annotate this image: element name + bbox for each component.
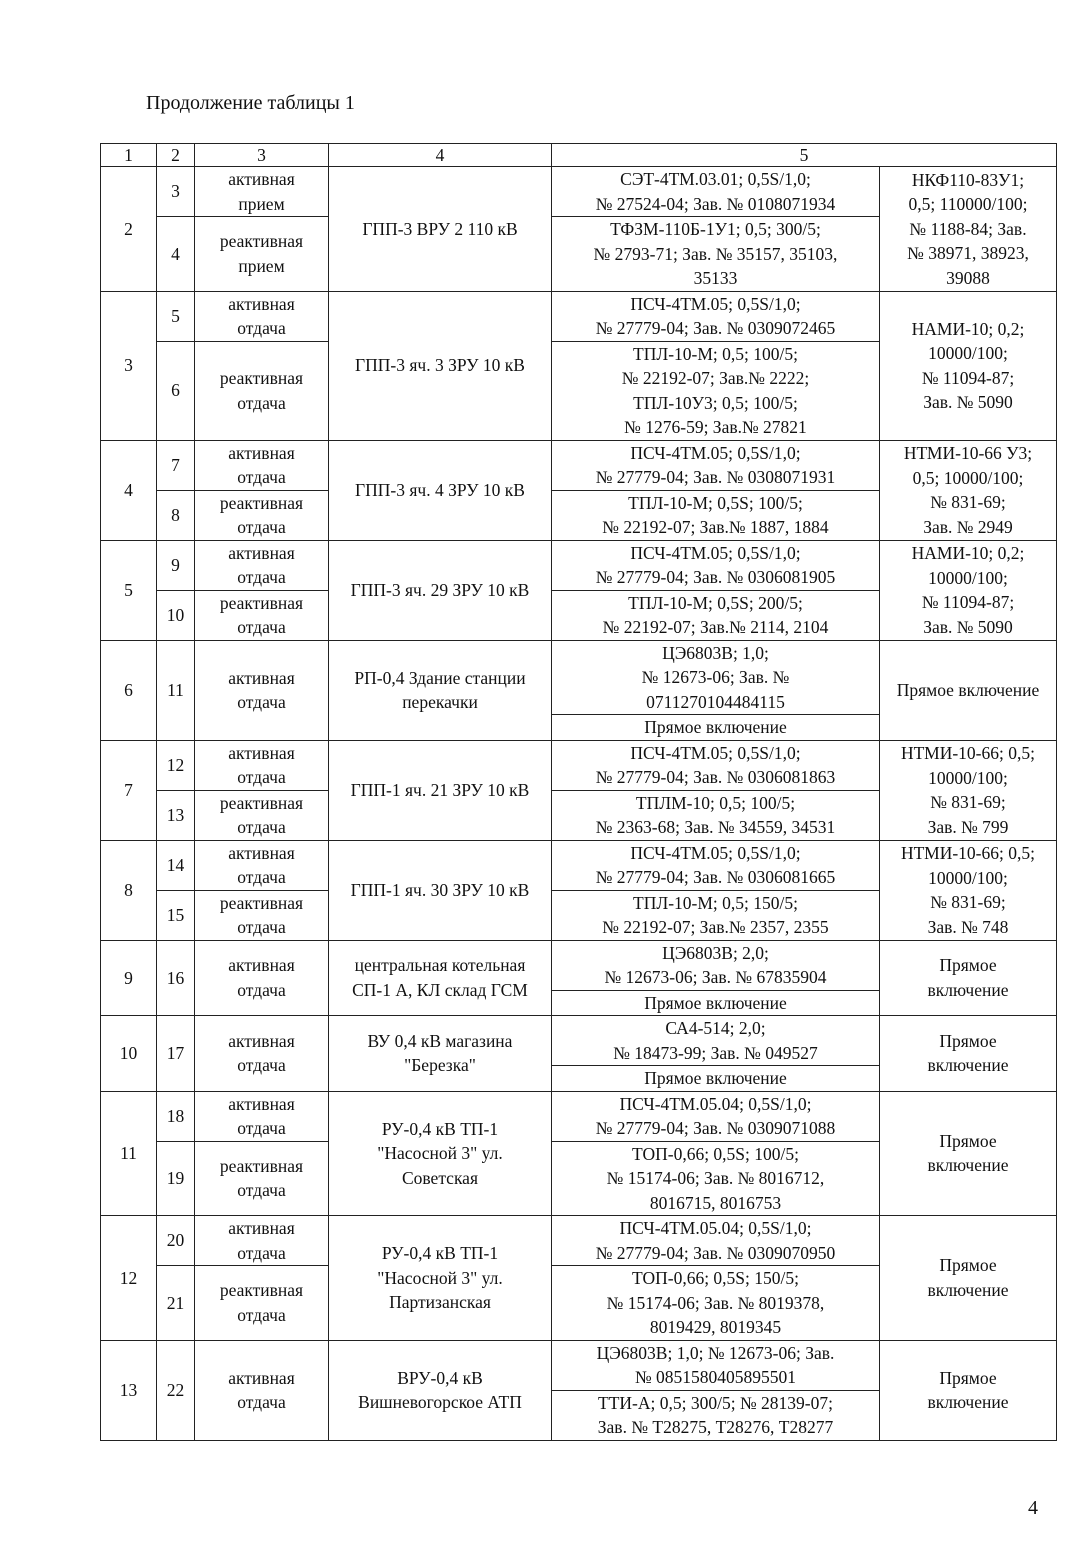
voltage-transformer: НКФ110-83У1; 0,5; 110000/100; № 1188-84; Зав. № 38971, 38923, 39088 [880,167,1057,292]
table-row [101,1340,1057,1390]
energy-type: активная отдача [195,840,329,890]
row-number: 22 [157,1340,195,1440]
group-number: 11 [101,1091,157,1216]
meter-info: ПСЧ-4ТМ.05; 0,5S/1,0; № 27779-04; Зав. № 0309072465 [552,291,880,341]
group-number: 8 [101,840,157,940]
header-cell: 4 [329,144,552,167]
metering-point: ГПП-1 яч. 30 ЗРУ 10 кВ [329,840,552,940]
metering-point: ВУ 0,4 кВ магазина "Березка" [329,1016,552,1092]
energy-type: реактивная отдача [195,790,329,840]
group-number: 7 [101,740,157,840]
meter-info: ПСЧ-4ТМ.05; 0,5S/1,0; № 27779-04; Зав. № 0306081863 [552,740,880,790]
header-cell: 1 [101,144,157,167]
table-row [101,440,1057,490]
row-number: 17 [157,1016,195,1092]
meter-info: ТПЛ-10-М; 0,5S; 100/5; № 22192-07; Зав.№ 1887, 1884 [552,490,880,540]
meter-info: ПСЧ-4ТМ.05; 0,5S/1,0; № 27779-04; Зав. № 0306081905 [552,540,880,590]
meter-info: ЦЭ6803В; 1,0; № 12673-06; Зав. № 0711270104484115 [552,640,880,715]
group-number: 2 [101,167,157,292]
energy-type: активная отдача [195,740,329,790]
energy-type: реактивная отдача [195,1141,329,1216]
table-row [101,640,1057,715]
energy-type: реактивная отдача [195,490,329,540]
metering-point: ГПП-3 яч. 29 ЗРУ 10 кВ [329,540,552,640]
metering-point: центральная котельная СП-1 А, КЛ склад ГСМ [329,940,552,1016]
table-row [101,840,1057,890]
row-number: 15 [157,890,195,940]
header-cell: 3 [195,144,329,167]
energy-type: активная отдача [195,640,329,740]
voltage-transformer: Прямое включение [880,1091,1057,1216]
row-number: 12 [157,740,195,790]
energy-type: реактивная отдача [195,890,329,940]
row-number: 16 [157,940,195,1016]
meter-info: ТТИ-А; 0,5; 300/5; № 28139-07; Зав. № Т28275, Т28276, Т28277 [552,1390,880,1440]
row-number: 20 [157,1216,195,1266]
voltage-transformer: НТМИ-10-66; 0,5; 10000/100; № 831-69; Зав. № 748 [880,840,1057,940]
voltage-transformer: Прямое включение [880,1340,1057,1440]
energy-type: реактивная прием [195,217,329,292]
meter-info: Прямое включение [552,990,880,1016]
meter-info: ЦЭ6803В; 2,0; № 12673-06; Зав. № 67835904 [552,940,880,990]
row-number: 11 [157,640,195,740]
metering-point: ГПП-3 яч. 3 ЗРУ 10 кВ [329,291,552,440]
group-number: 3 [101,291,157,440]
voltage-transformer: НТМИ-10-66 У3; 0,5; 10000/100; № 831-69; Зав. № 2949 [880,440,1057,540]
meter-info: ПСЧ-4ТМ.05.04; 0,5S/1,0; № 27779-04; Зав. № 0309070950 [552,1216,880,1266]
row-number: 4 [157,217,195,292]
energy-type: активная отдача [195,291,329,341]
energy-type: реактивная отдача [195,590,329,640]
table-row [101,1016,1057,1066]
row-number: 5 [157,291,195,341]
table-row [101,740,1057,790]
row-number: 9 [157,540,195,590]
metering-point: ВРУ-0,4 кВ Вишневогорское АТП [329,1340,552,1440]
page-number: 4 [1028,1497,1038,1519]
meter-info: ТПЛМ-10; 0,5; 100/5; № 2363-68; Зав. № 34559, 34531 [552,790,880,840]
meter-info: СЭТ-4ТМ.03.01; 0,5S/1,0; № 27524-04; Зав. № 0108071934 [552,167,880,217]
metering-point: ГПП-1 яч. 21 ЗРУ 10 кВ [329,740,552,840]
meter-info: Прямое включение [552,1066,880,1092]
table-row [101,291,1057,341]
voltage-transformer: Прямое включение [880,1016,1057,1092]
meter-info: ТПЛ-10-М; 0,5S; 200/5; № 22192-07; Зав.№ 2114, 2104 [552,590,880,640]
voltage-transformer: НАМИ-10; 0,2; 10000/100; № 11094-87; Зав. № 5090 [880,291,1057,440]
meter-info: ТФЗМ-110Б-1У1; 0,5; 300/5; № 2793-71; Зав. № 35157, 35103, 35133 [552,217,880,292]
group-number: 13 [101,1340,157,1440]
meter-info: ТПЛ-10-М; 0,5; 150/5; № 22192-07; Зав.№ 2357, 2355 [552,890,880,940]
meter-info: ТОП-0,66; 0,5S; 100/5; № 15174-06; Зав. № 8016712, 8016715, 8016753 [552,1141,880,1216]
header-cell: 5 [552,144,1057,167]
table-row [101,940,1057,990]
voltage-transformer: Прямое включение [880,640,1057,740]
meter-info: ПСЧ-4ТМ.05.04; 0,5S/1,0; № 27779-04; Зав. № 0309071088 [552,1091,880,1141]
row-number: 21 [157,1266,195,1341]
table-row [101,1091,1057,1141]
meter-info: ЦЭ6803В; 1,0; № 12673-06; Зав. № 0851580405895501 [552,1340,880,1390]
header-cell: 2 [157,144,195,167]
metering-point: РП-0,4 Здание станции перекачки [329,640,552,740]
metering-point: РУ-0,4 кВ ТП-1 "Насосной 3" ул. Партизанская [329,1216,552,1341]
data-table [100,143,1057,1441]
meter-info: ПСЧ-4ТМ.05; 0,5S/1,0; № 27779-04; Зав. № 0308071931 [552,440,880,490]
meter-info: Прямое включение [552,715,880,741]
metering-point: ГПП-3 яч. 4 ЗРУ 10 кВ [329,440,552,540]
energy-type: активная прием [195,167,329,217]
table-caption: Продолжение таблицы 1 [146,92,355,114]
metering-point: РУ-0,4 кВ ТП-1 "Насосной 3" ул. Советская [329,1091,552,1216]
row-number: 6 [157,341,195,440]
energy-type: активная отдача [195,1216,329,1266]
group-number: 4 [101,440,157,540]
group-number: 12 [101,1216,157,1341]
meter-info: ПСЧ-4ТМ.05; 0,5S/1,0; № 27779-04; Зав. № 0306081665 [552,840,880,890]
voltage-transformer: НТМИ-10-66; 0,5; 10000/100; № 831-69; Зав. № 799 [880,740,1057,840]
energy-type: активная отдача [195,1091,329,1141]
metering-point: ГПП-3 ВРУ 2 110 кВ [329,167,552,292]
row-number: 13 [157,790,195,840]
voltage-transformer: Прямое включение [880,1216,1057,1341]
energy-type: активная отдача [195,1016,329,1092]
meter-info: ТОП-0,66; 0,5S; 150/5; № 15174-06; Зав. № 8019378, 8019429, 8019345 [552,1266,880,1341]
energy-type: активная отдача [195,540,329,590]
table-row [101,167,1057,217]
voltage-transformer: Прямое включение [880,940,1057,1016]
row-number: 3 [157,167,195,217]
energy-type: реактивная отдача [195,341,329,440]
table-row [101,540,1057,590]
meter-info: ТПЛ-10-М; 0,5; 100/5; № 22192-07; Зав.№ 2222; ТПЛ-10У3; 0,5; 100/5; № 1276-59; Зав.№ 27821 [552,341,880,440]
energy-type: активная отдача [195,1340,329,1440]
group-number: 5 [101,540,157,640]
energy-type: реактивная отдача [195,1266,329,1341]
group-number: 9 [101,940,157,1016]
energy-type: активная отдача [195,940,329,1016]
table-row [101,1216,1057,1266]
row-number: 14 [157,840,195,890]
row-number: 7 [157,440,195,490]
voltage-transformer: НАМИ-10; 0,2; 10000/100; № 11094-87; Зав. № 5090 [880,540,1057,640]
row-number: 8 [157,490,195,540]
energy-type: активная отдача [195,440,329,490]
header-row [101,144,1057,167]
row-number: 19 [157,1141,195,1216]
row-number: 18 [157,1091,195,1141]
group-number: 10 [101,1016,157,1092]
row-number: 10 [157,590,195,640]
meter-info: СА4-514; 2,0; № 18473-99; Зав. № 049527 [552,1016,880,1066]
group-number: 6 [101,640,157,740]
